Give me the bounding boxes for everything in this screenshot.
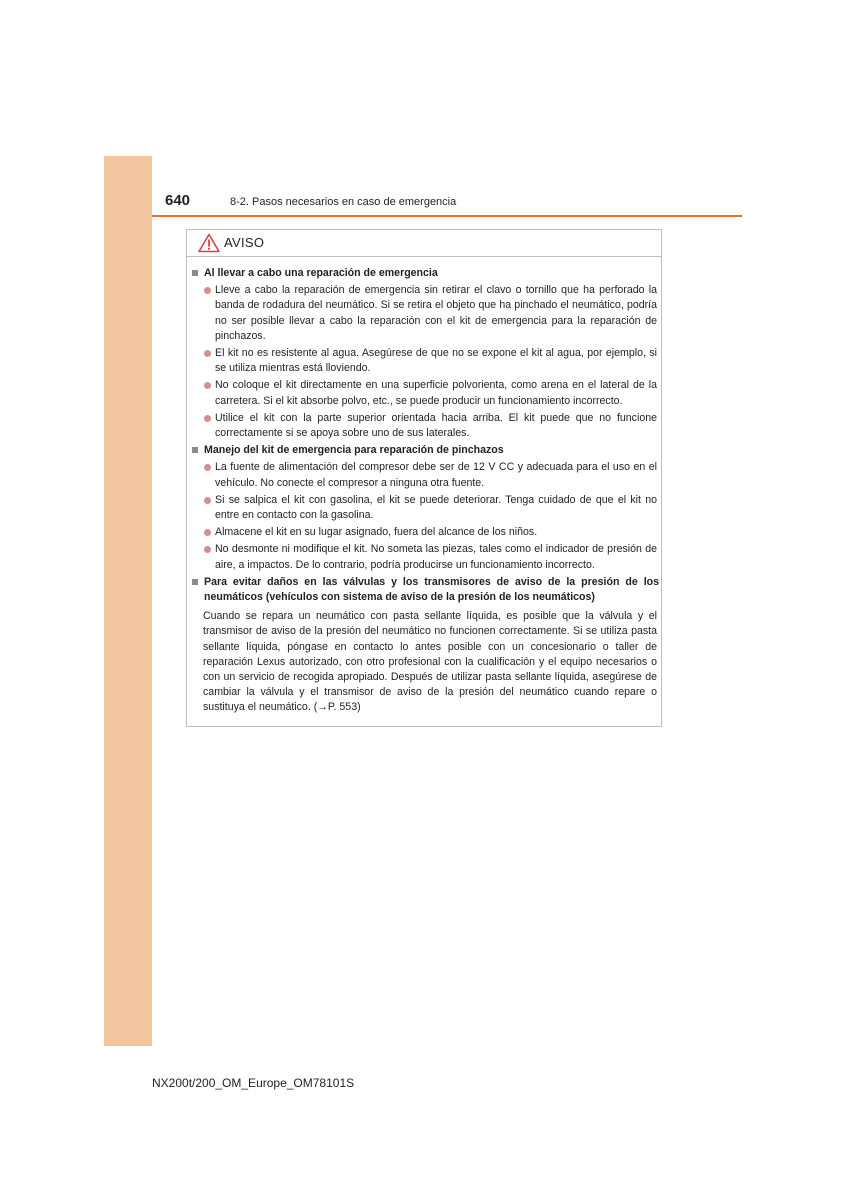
list-item: Si se salpica el kit con gasolina, el kit se puede deteriorar. Tenga cuidado de que el kit no entre en contacto con la gasolina.: [191, 493, 659, 523]
round-bullet-icon: [204, 287, 211, 294]
list-item: Utilice el kit con la parte superior orientada hacia arriba. El kit puede que no funcione correctamente si se apoya sobre uno de sus laterales.: [191, 411, 659, 441]
round-bullet-icon: [204, 350, 211, 357]
warning-header: [187, 230, 661, 257]
list-item: Almacene el kit en su lugar asignado, fuera del alcance de los niños.: [191, 525, 659, 540]
square-bullet-icon: [192, 579, 198, 585]
square-bullet-icon: [192, 270, 198, 276]
round-bullet-icon: [204, 464, 211, 471]
page-number: 640: [165, 192, 191, 209]
list-item: No coloque el kit directamente en una superficie polvorienta, como arena en el lateral de la carretera. Si el kit absorbe polvo, etc., se puede producir un funcionamiento incorrecto.: [191, 378, 659, 408]
round-bullet-icon: [204, 546, 211, 553]
section-paragraph: Cuando se repara un neumático con pasta sellante líquida, es posible que la válvula y el transmisor de aviso de la presión del neumático no funcionen correctamente. Si se utiliza pasta sellante líquida, póngase en contacto lo antes posible con un concesionario o taller de reparación Lexus autorizado, con otro profesional con la cualificación y el equipo necesarios o con un servicio de recogida apropiado. Después de utilizar pasta sellante líquida, asegúrese de cambiar la válvula y el transmisor de aviso de la presión del neumático cuando repare o sustituya el neumático. (→P. 553): [203, 610, 657, 714]
list-item: No desmonte ni modifique el kit. No someta las piezas, tales como el indicador de presión de aire, a impactos. De lo contrario, podría producirse un funcionamiento incorrecto.: [191, 542, 659, 572]
round-bullet-icon: [204, 382, 211, 389]
round-bullet-icon: [204, 415, 211, 422]
section-heading: Para evitar daños en las válvulas y los transmisores de aviso de la presión de los neumáticos (vehículos con sistema de aviso de la presión de los neumáticos): [191, 575, 659, 605]
list-item: El kit no es resistente al agua. Asegúrese de que no se expone el kit al agua, por ejemplo, si se utiliza mientras está lloviendo.: [191, 346, 659, 376]
warning-content: [191, 266, 659, 716]
warning-label: AVISO: [224, 235, 265, 250]
round-bullet-icon: [204, 497, 211, 504]
section-heading: Al llevar a cabo una reparación de emergencia: [191, 266, 659, 281]
warning-box: [186, 229, 662, 727]
footer-model-code: NX200t/200_OM_Europe_OM78101S: [152, 1076, 355, 1090]
list-item: La fuente de alimentación del compresor debe ser de 12 V CC y adecuada para el uso en el vehículo. No conecte el compresor a ninguna otra fuente.: [191, 460, 659, 490]
round-bullet-icon: [204, 529, 211, 536]
side-tab: [104, 156, 152, 1046]
list-item: Lleve a cabo la reparación de emergencia sin retirar el clavo o tornillo que ha perforado la banda de rodadura del neumático. Si se retira el objeto que ha pinchado el neumático, podría no ser posible llevar a cabo la reparación con el kit de emergencia para la reparación de pinchazos.: [191, 283, 659, 344]
warning-triangle-icon: [198, 233, 220, 253]
header-rule: [152, 215, 742, 217]
square-bullet-icon: [192, 447, 198, 453]
section-heading: Manejo del kit de emergencia para reparación de pinchazos: [191, 443, 659, 458]
section-title: 8-2. Pasos necesarios en caso de emergencia: [230, 196, 457, 208]
